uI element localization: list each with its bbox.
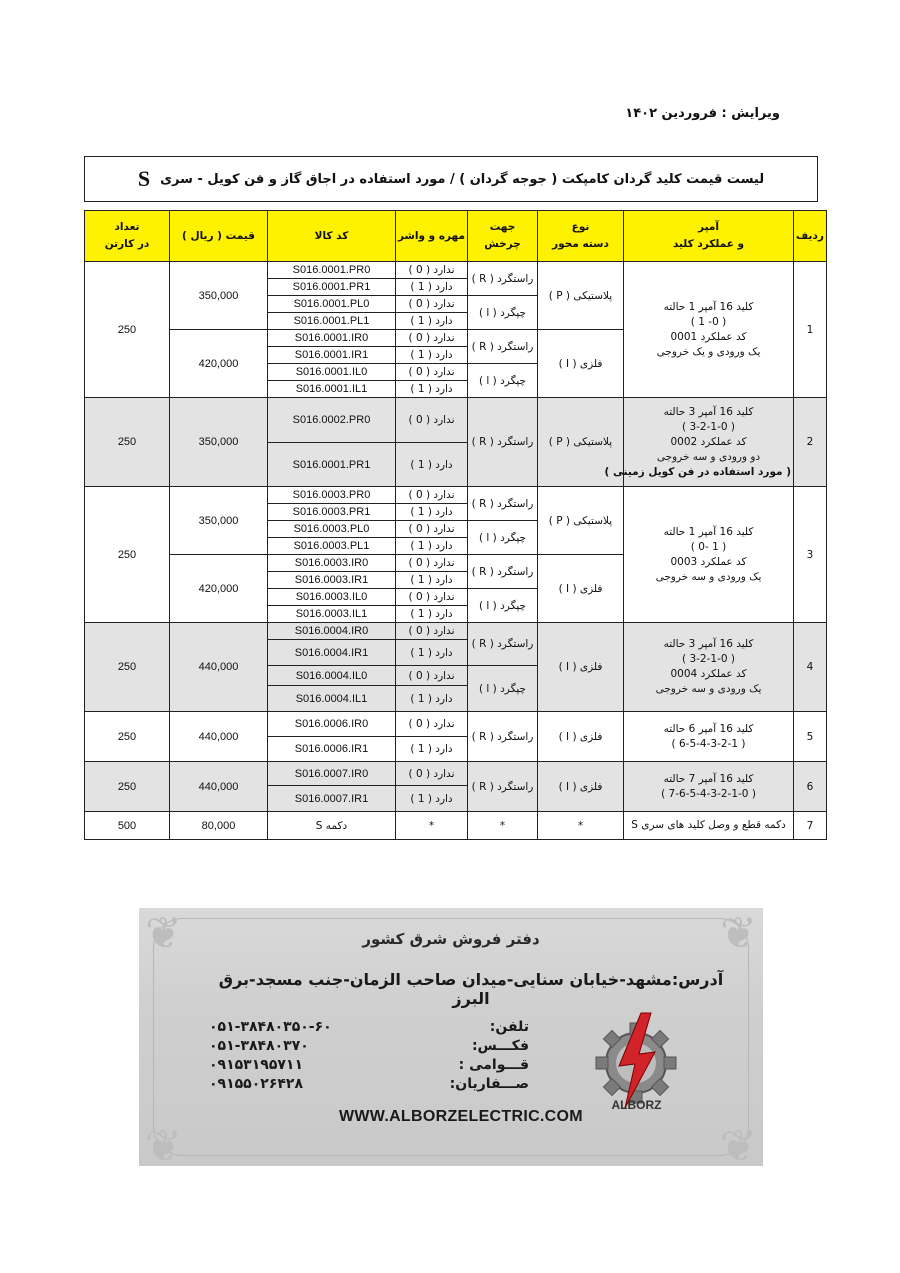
desc-line: یک ورودی و یک خروجی (656, 345, 761, 358)
contact-list (209, 1018, 529, 1094)
header-amp-line1: آمپر (698, 221, 719, 233)
header-row-number: ردیف (794, 211, 827, 262)
rotation-direction: چپگرد ( l ) (468, 666, 538, 712)
price-value: 440,000 (170, 762, 268, 812)
carton-qty: 250 (85, 487, 170, 623)
price-table (84, 210, 827, 840)
shaft-type: فلزی ( I ) (538, 623, 624, 712)
product-code: S016.0006.IR1 (268, 737, 396, 762)
desc-line: کد عملکرد 0001 (670, 330, 747, 343)
page-title-box (84, 156, 818, 202)
shaft-type: * (538, 812, 624, 840)
shaft-type: فلزی ( I ) (538, 330, 624, 398)
desc-line: ( 6-5-4-3-2-1 ) (671, 737, 746, 750)
rotation-direction: راستگرد ( R ) (468, 623, 538, 666)
product-code: S016.0004.IR0 (268, 623, 396, 640)
contact-row (209, 1037, 529, 1056)
product-code: S016.0001.PR1 (268, 279, 396, 296)
ornament-icon: ❦ (145, 908, 182, 959)
product-code: S016.0004.IL0 (268, 666, 396, 686)
shaft-type: فلزی ( I ) (538, 555, 624, 623)
nut-washer: ندارد ( 0 ) (396, 487, 468, 504)
page-title: لیست قیمت کلید گردان کامپکت ( جوجه گردان ) / مورد استفاده در اجاق گاز و فن کویل - سری (160, 171, 765, 187)
header-dir-line2: چرخش (484, 238, 521, 250)
header-dir-line1: جهت (489, 221, 516, 233)
contact-label: فکـــس: (471, 1038, 529, 1054)
table-row (85, 623, 827, 640)
row-number: 6 (794, 762, 827, 812)
nut-washer: دارد ( 1 ) (396, 640, 468, 666)
desc-line: دو ورودی و سه خروجی (656, 450, 761, 463)
shaft-type: پلاستیکی ( P ) (538, 262, 624, 330)
header-price: قیمت ( ریال ) (170, 211, 268, 262)
product-code: S016.0003.PR1 (268, 504, 396, 521)
nut-washer: دارد ( 1 ) (396, 279, 468, 296)
row-number: 5 (794, 712, 827, 762)
nut-washer: ندارد ( 0 ) (396, 712, 468, 737)
ornament-icon: ❦ (145, 1121, 182, 1172)
row-description: دکمه قطع و وصل کلید های سری S (624, 812, 794, 840)
nut-washer: دارد ( 1 ) (396, 443, 468, 487)
row-description (624, 262, 794, 398)
product-code: S016.0003.IR0 (268, 555, 396, 572)
header-shaft (538, 211, 624, 262)
contact-row (209, 1018, 529, 1037)
product-code: S016.0001.IR0 (268, 330, 396, 347)
product-code: S016.0003.PR0 (268, 487, 396, 504)
nut-washer: ندارد ( 0 ) (396, 666, 468, 686)
contact-row (209, 1056, 529, 1075)
rotation-direction: چپگرد ( l ) (468, 589, 538, 623)
table-row (85, 487, 827, 504)
price-value: 420,000 (170, 555, 268, 623)
carton-qty: 250 (85, 712, 170, 762)
product-code: S016.0001.IL1 (268, 381, 396, 398)
nut-washer: ندارد ( 0 ) (396, 623, 468, 640)
nut-washer: ندارد ( 0 ) (396, 589, 468, 606)
rotation-direction: راستگرد ( R ) (468, 555, 538, 589)
header-amp-line2: و عملکرد کلید (672, 238, 745, 250)
nut-washer: ندارد ( 0 ) (396, 262, 468, 279)
desc-line: کد عملکرد 0004 (670, 668, 747, 680)
nut-washer: * (396, 812, 468, 840)
table-header-row (85, 211, 827, 262)
contact-label: صـــفاریان: (449, 1076, 529, 1092)
row-number: 4 (794, 623, 827, 712)
header-qty (85, 211, 170, 262)
product-code: S016.0002.PR0 (268, 398, 396, 443)
table-row (85, 262, 827, 279)
desc-line: کلید 16 آمپر 3 حالته (663, 405, 754, 418)
header-qty-line1: تعداد (114, 221, 140, 233)
ornament-icon: ❦ (720, 908, 757, 959)
desc-note: ( مورد استفاده در فن کویل زمینی ) (604, 465, 791, 478)
nut-washer: دارد ( 1 ) (396, 606, 468, 623)
nut-washer: دارد ( 1 ) (396, 686, 468, 712)
product-code: S016.0001.PR1 (268, 443, 396, 487)
desc-line: کلید 16 آمپر 1 حالته (663, 300, 754, 313)
product-code: S016.0004.IL1 (268, 686, 396, 712)
contact-value: ۰۹۱۵۵۰۲۶۴۲۸ (209, 1076, 303, 1092)
row-number: 2 (794, 398, 827, 487)
nut-washer: دارد ( 1 ) (396, 313, 468, 330)
header-code: کد کالا (268, 211, 396, 262)
nut-washer: ندارد ( 0 ) (396, 296, 468, 313)
shaft-type: پلاستیکی ( P ) (538, 487, 624, 555)
desc-line: کد عملکرد 0003 (670, 555, 747, 568)
desc-line: ( 3-2-1-0 ) (682, 420, 735, 433)
sales-office-banner (139, 908, 763, 1172)
rotation-direction: راستگرد ( R ) (468, 762, 538, 812)
desc-line: یک ورودی و سه خروجی (655, 570, 762, 583)
nut-washer: ندارد ( 0 ) (396, 364, 468, 381)
website-link[interactable]: WWW.ALBORZELECTRIC.COM (339, 1108, 583, 1125)
shaft-type: فلزی ( I ) (538, 712, 624, 762)
desc-line: ( 7-6-5-4-3-2-1-0 ) (661, 787, 756, 800)
nut-washer: ندارد ( 0 ) (396, 398, 468, 443)
header-shaft-line2: دسته محور (552, 238, 609, 250)
row-description (604, 398, 794, 487)
product-code: S016.0007.IR0 (268, 762, 396, 786)
price-value: 440,000 (170, 712, 268, 762)
rotation-direction: راستگرد ( R ) (468, 330, 538, 364)
price-value: 350,000 (170, 262, 268, 330)
logo-text: ALBORZ (611, 1098, 662, 1112)
product-code: S016.0001.PL0 (268, 296, 396, 313)
series-letter: S (137, 166, 151, 191)
price-value: 420,000 (170, 330, 268, 398)
product-code: S016.0001.IR1 (268, 347, 396, 364)
contact-value: ۰۵۱-۳۸۴۸۰۳۵۰-۶۰ (209, 1019, 332, 1035)
table-row (85, 812, 827, 840)
desc-line: ( 1 -0 ) (690, 540, 727, 553)
header-nut: مهره و واشر (396, 211, 468, 262)
row-description (624, 623, 794, 712)
desc-line: یک ورودی و سه خروجی (655, 683, 762, 695)
table-row (85, 712, 827, 737)
nut-washer: ندارد ( 0 ) (396, 330, 468, 347)
rotation-direction: راستگرد ( R ) (468, 712, 538, 762)
product-code: S016.0007.IR1 (268, 786, 396, 812)
product-code: S016.0001.IL0 (268, 364, 396, 381)
row-number: 3 (794, 487, 827, 623)
rotation-direction: * (468, 812, 538, 840)
header-direction (468, 211, 538, 262)
nut-washer: دارد ( 1 ) (396, 786, 468, 812)
product-code: S016.0003.PL0 (268, 521, 396, 538)
desc-line: کلید 16 آمپر 1 حالته (663, 525, 754, 538)
desc-line: کلید 16 آمپر 7 حالته (663, 772, 754, 785)
nut-washer: ندارد ( 0 ) (396, 555, 468, 572)
table-row (85, 762, 827, 786)
rotation-direction: چپگرد ( l ) (468, 521, 538, 555)
nut-washer: ندارد ( 0 ) (396, 762, 468, 786)
product-code: S016.0001.PL1 (268, 313, 396, 330)
desc-line: ( 0- 1 ) (690, 315, 727, 328)
product-code: S016.0004.IR1 (268, 640, 396, 666)
banner-address: آدرس:مشهد-خیابان سنایی-میدان صاحب الزمان-جنب مسجد-برق البرز (218, 970, 724, 1008)
product-code: S016.0003.IL0 (268, 589, 396, 606)
desc-line: کلید 16 آمپر 6 حالته (663, 722, 754, 735)
carton-qty: 250 (85, 398, 170, 487)
table-row (85, 398, 827, 443)
header-amp (624, 211, 794, 262)
row-description (624, 712, 794, 762)
product-code: دکمه S (268, 812, 396, 840)
row-description (624, 762, 794, 812)
rotation-direction: راستگرد ( R ) (468, 398, 538, 487)
contact-label: تلفن: (489, 1019, 529, 1035)
carton-qty: 500 (85, 812, 170, 840)
nut-washer: دارد ( 1 ) (396, 504, 468, 521)
header-shaft-line1: نوع (571, 221, 590, 233)
nut-washer: دارد ( 1 ) (396, 381, 468, 398)
shaft-type: فلزی ( I ) (538, 762, 624, 812)
header-qty-line2: در کارتن (104, 238, 150, 250)
carton-qty: 250 (85, 762, 170, 812)
contact-row (209, 1075, 529, 1094)
contact-label: قـــوامی : (458, 1057, 529, 1073)
nut-washer: دارد ( 1 ) (396, 347, 468, 364)
shaft-type: پلاستیکی ( P ) (538, 398, 624, 487)
nut-washer: ندارد ( 0 ) (396, 521, 468, 538)
edition-label: ویرایش : فروردین ۱۴۰۲ (625, 106, 780, 121)
rotation-direction: چپگرد ( l ) (468, 364, 538, 398)
price-value: 350,000 (170, 398, 268, 487)
row-number: 7 (794, 812, 827, 840)
price-value: 440,000 (170, 623, 268, 712)
product-code: S016.0006.IR0 (268, 712, 396, 737)
product-code: S016.0003.IL1 (268, 606, 396, 623)
nut-washer: دارد ( 1 ) (396, 572, 468, 589)
carton-qty: 250 (85, 623, 170, 712)
desc-line: ( 3-2-1-0 ) (682, 653, 735, 665)
price-value: 80,000 (170, 812, 268, 840)
carton-qty: 250 (85, 262, 170, 398)
product-code: S016.0003.IR1 (268, 572, 396, 589)
contact-value: ۰۵۱-۳۸۴۸۰۳۷۰ (209, 1038, 309, 1054)
nut-washer: دارد ( 1 ) (396, 538, 468, 555)
rotation-direction: راستگرد ( R ) (468, 487, 538, 521)
banner-title: دفتر فروش شرق کشور (362, 930, 540, 948)
row-description (624, 487, 794, 623)
rotation-direction: چپگرد ( l ) (468, 296, 538, 330)
rotation-direction: راستگرد ( R ) (468, 262, 538, 296)
ornament-icon: ❦ (720, 1121, 757, 1172)
row-number: 1 (794, 262, 827, 398)
price-value: 350,000 (170, 487, 268, 555)
desc-line: کلید 16 آمپر 3 حالته (663, 638, 754, 650)
product-code: S016.0003.PL1 (268, 538, 396, 555)
nut-washer: دارد ( 1 ) (396, 737, 468, 762)
product-code: S016.0001.PR0 (268, 262, 396, 279)
contact-value: ۰۹۱۵۳۱۹۵۷۱۱ (209, 1057, 303, 1073)
desc-line: کد عملکرد 0002 (670, 435, 747, 448)
